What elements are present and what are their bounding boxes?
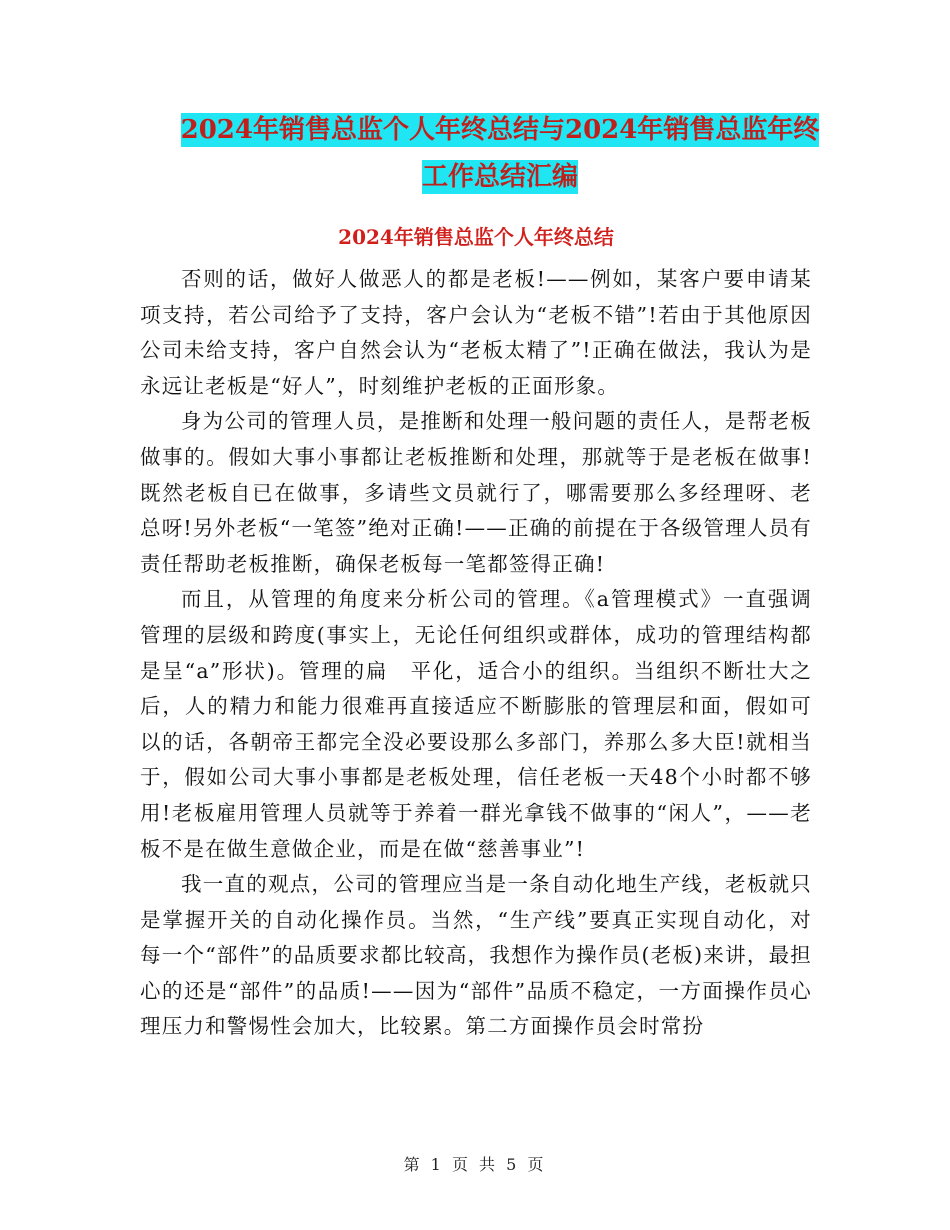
document-title-line-1 — [140, 105, 860, 155]
title-highlight: 2024年销售总监个人年终总结与2024年销售总监年终 — [180, 115, 820, 145]
paragraph: 我一直的观点，公司的管理应当是一条自动化地生产线，老板就只是掌握开关的自动化操作员。当然，“生产线”要真正实现自动化，对每一个“部件”的品质要求都比较高，我想作为操作员(老板)来讲，最担心的还是“部件”的品质!——因为“部件”品质不稳定，一方面操作员心理压力和警惕性会加大，比较累。第二方面操作员会时常扮 — [140, 872, 812, 1039]
paragraph: 身为公司的管理人员，是推断和处理一般问题的责任人，是帮老板做事的。假如大事小事都让老板推断和处理，那就等于是老板在做事!既然老板自已在做事，多请些文员就行了，哪需要那么多经理呀、老总呀!另外老板“一笔签”绝对正确!——正确的前提在于各级管理人员有责任帮助老板推断，确保老板每一笔都签得正确! — [140, 409, 812, 576]
document-title-line-2 — [140, 152, 860, 202]
paragraph: 否则的话，做好人做恶人的都是老板!——例如，某客户要申请某项支持，若公司给予了支持，客户会认为“老板不错”!若由于其他原因公司未给支持，客户自然会认为“老板太精了”!正确在做法，我认为是永远让老板是“好人”，时刻维护老板的正面形象。 — [140, 267, 812, 398]
section-title: 2024年销售总监个人年终总结 — [338, 225, 614, 249]
body-text — [140, 262, 812, 1045]
title-highlight: 工作总结汇编 — [421, 162, 578, 192]
paragraph: 而且，从管理的角度来分析公司的管理。《a管理模式》一直强调管理的层级和跨度(事实上，无论任何组织或群体，成功的管理结构都是呈“a”形状)。管理的扁 平化，适合小的组织。当组织不断壮大之后，人的精力和能力很难再直接适应不断膨胀的管理层和面，假如可以的话，各朝帝王都完全没必要设那么多部门，养那么多大臣!就相当于，假如公司大事小事都是老板处理，信任老板一天48个小时都不够用!老板雇用管理人员就等于养着一群光拿钱不做事的“闲人”，——老板不是在做生意做企业，而是在做“慈善事业”! — [140, 587, 812, 861]
page-number-footer: 第 1 页 共 5 页 — [403, 1155, 547, 1174]
